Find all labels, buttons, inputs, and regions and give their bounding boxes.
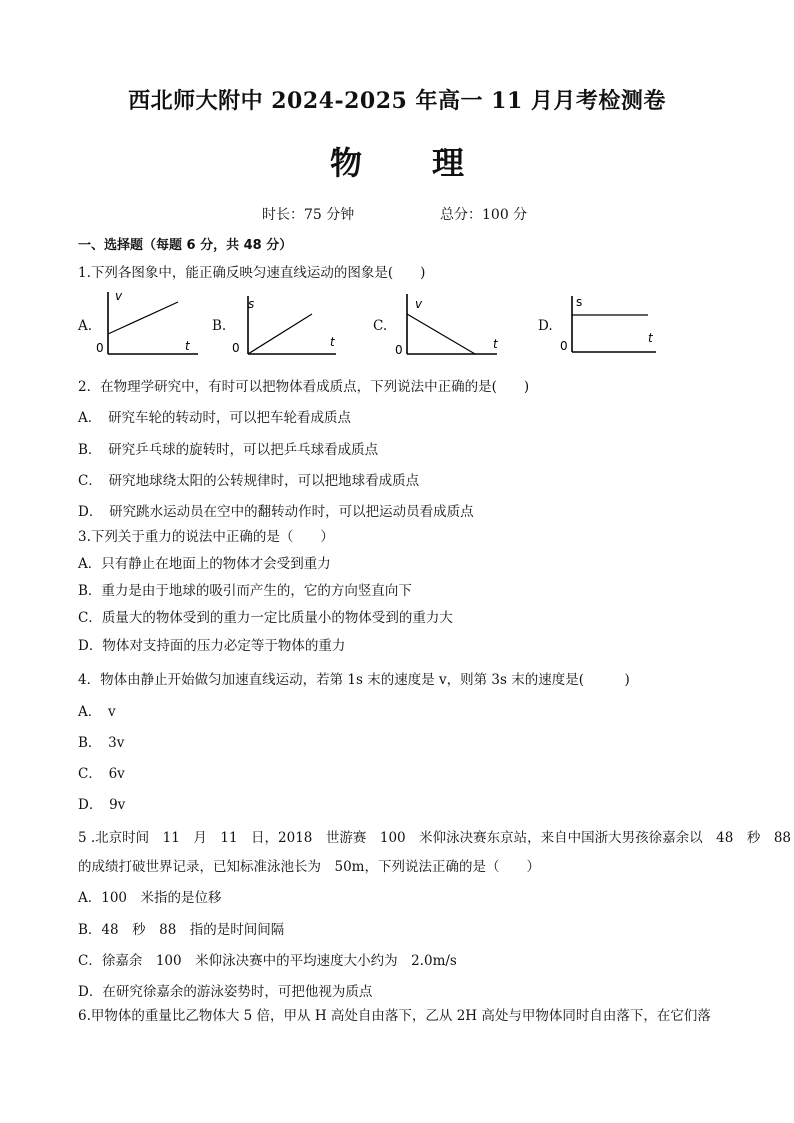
question-4-option-d: D． 9v <box>78 797 126 813</box>
question-3-option-a: A．只有静止在地面上的物体才会受到重力 <box>78 556 331 572</box>
question-6-stem-line-1: 6.甲物体的重量比乙物体大 5 倍，甲从 H 高处自由落下，乙从 2H 高处与甲物体同时自由落下，在它们落 <box>78 1008 711 1024</box>
question-2-option-c: C． 研究地球绕太阳的公转规律时，可以把地球看成质点 <box>78 473 420 489</box>
question-5-stem-line-2: 的成绩打破世界记录，已知标准泳池长为 50m，下列说法正确的是（ ） <box>78 859 540 875</box>
question-2-option-d: D． 研究跳水运动员在空中的翻转动作时，可以把运动员看成质点 <box>78 504 474 520</box>
graph-b-line <box>248 314 312 354</box>
question-1-stem: 1.下列各图象中，能正确反映匀速直线运动的图象是( ) <box>78 265 426 281</box>
graph-c-y-label: v <box>415 297 423 311</box>
question-4-stem: 4．物体由静止开始做匀加速直线运动，若第 1s 末的速度是 v，则第 3s 末的速度是( ) <box>78 672 630 688</box>
graph-a-origin: 0 <box>96 341 104 355</box>
question-5-stem-line-1: 5 .北京时间 11 月 11 日，2018 世游赛 100 米仰泳决赛东京站，来自中国浙大男孩徐嘉余以 48 秒 88 <box>78 830 792 846</box>
question-3-option-b: B．重力是由于地球的吸引而产生的，它的方向竖直向下 <box>78 583 412 599</box>
graph-d-y-label: s <box>576 295 583 309</box>
exam-total-score: 总分：100 分 <box>440 207 528 223</box>
graph-d-label: D. <box>538 318 553 334</box>
question-3-option-d: D．物体对支持面的压力必定等于物体的重力 <box>78 638 346 654</box>
question-5-option-c: C．徐嘉余 100 米仰泳决赛中的平均速度大小约为 2.0m/s <box>78 953 457 969</box>
question-2-option-a: A． 研究车轮的转动时，可以把车轮看成质点 <box>78 410 351 426</box>
graph-c-line <box>407 314 475 354</box>
graph-a-y-label: v <box>115 289 123 303</box>
question-4-option-c: C． 6v <box>78 766 125 782</box>
question-4-option-a: A． v <box>78 704 116 720</box>
graph-c-label: C. <box>373 318 388 334</box>
graph-a-x-label: t <box>185 339 190 353</box>
exam-duration: 时长：75 分钟 <box>262 207 355 223</box>
graph-c <box>393 290 505 360</box>
graph-a-label: A. <box>78 318 93 334</box>
question-2-stem: 2．在物理学研究中，有时可以把物体看成质点，下列说法中正确的是( ) <box>78 379 530 395</box>
graph-b-y-label: s <box>248 297 255 311</box>
graph-d-origin: 0 <box>560 339 568 353</box>
graph-d <box>556 290 660 358</box>
graph-a <box>94 288 204 360</box>
question-3-option-c: C．质量大的物体受到的重力一定比质量小的物体受到的重力大 <box>78 610 453 626</box>
question-5-option-b: B．48 秒 88 指的是时间间隔 <box>78 922 285 938</box>
graph-c-x-label: t <box>493 337 498 351</box>
question-3-stem: 3.下列关于重力的说法中正确的是（ ） <box>78 529 334 545</box>
graph-b-x-label: t <box>330 335 335 349</box>
graph-b <box>232 290 342 360</box>
question-4-option-b: B． 3v <box>78 735 125 751</box>
question-5-option-d: D．在研究徐嘉余的游泳姿势时，可把他视为质点 <box>78 984 373 1000</box>
graph-b-origin: 0 <box>232 341 240 355</box>
graph-a-line <box>108 302 178 334</box>
graph-d-x-label: t <box>648 331 653 345</box>
exam-title: 西北师大附中 2024-2025 年高一 11 月月考检测卷 <box>128 88 666 114</box>
section-heading: 一、选择题（每题 6 分，共 48 分） <box>78 238 293 253</box>
graph-c-origin: 0 <box>395 343 403 357</box>
question-2-option-b: B． 研究乒乓球的旋转时，可以把乒乓球看成质点 <box>78 442 379 458</box>
subject-title: 物理 <box>329 144 534 182</box>
graph-b-label: B. <box>212 318 227 334</box>
question-5-option-a: A．100 米指的是位移 <box>78 890 222 906</box>
